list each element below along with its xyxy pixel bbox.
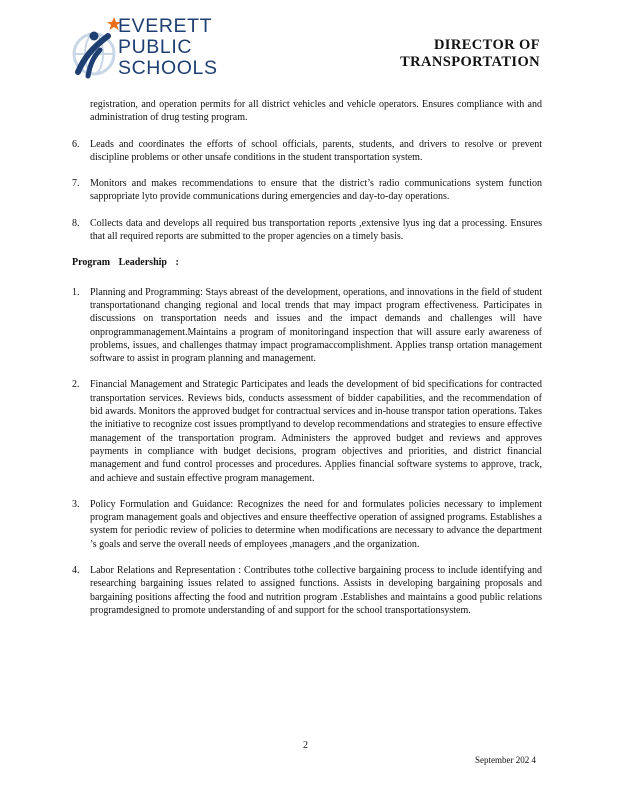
district-logo — [70, 12, 240, 86]
footer-date: September 202 4 — [475, 755, 536, 765]
duty-text: Leads and coordinates the efforts of school officials, parents, students, and drivers to resolve or prevent discipline problems or other unsafe conditions in the student transportation system. — [90, 138, 542, 163]
duty-number: 6. — [72, 138, 80, 150]
section-heading: Program Leadership : — [72, 257, 179, 269]
program-item — [72, 378, 542, 484]
page-number: 2 — [303, 740, 308, 751]
program-number: 4. — [72, 565, 80, 577]
logo-line-2: PUBLIC — [118, 36, 193, 58]
program-text: Policy Formulation and Guidance: Recognizes the need for and formulates policies necessary to implement program management goals and objectives and ensure theeffective operation of assigned programs. Establishes a system for periodic review of policies to determine when modifications are necessary to advance the department ’s goals and serve the overall needs of employees ,managers ,and the organization. — [90, 498, 542, 550]
duty-text: Monitors and makes recommendations to ensure that the district’s radio communications system function sappropriate lyto provide communications during emergencies and day-to-day operations. — [90, 178, 542, 203]
duty-item — [72, 177, 542, 204]
continued-paragraph: registration, and operation permits for all district vehicles and vehicle operators. Ensures compliance with and administration of drug testing program. — [90, 99, 542, 124]
title-line-1: DIRECTOR OF — [433, 37, 540, 53]
logo-text — [118, 16, 218, 79]
title-line-2: TRANSPORTATION — [400, 54, 540, 70]
globe-person-icon — [70, 14, 120, 86]
duty-item — [72, 138, 542, 165]
document-title — [400, 37, 540, 71]
program-text: Financial Management and Strategic Participates and leads the development of bid specifications for contracted transportation services. Reviews bids, conducts assessment of bidder capabilities, and the recommendation of bid awards. Monitors the approved budget for contractual services and in-house transpor tation operations. Takes the initiative to recognize cost issues promptlyand to develop recommendations and strategies to ensure effective management of the transportation program. Administers the approved budget and reviews and approves payments in compliance with budget decisions, program objectives and priorities, and district financial management and fund control processes and procedures. Applies financial software systems to approve, track, and achieve and sustain effective program management. — [90, 379, 542, 484]
duty-item — [72, 217, 542, 244]
program-item — [72, 498, 542, 551]
program-text: Labor Relations and Representation : Contributes tothe collective bargaining process to include identifying and researching bargaining issues related to assigned functions. Assists in developing bargaining proposals and bargaining positions affecting the food and nutrition program .Establishes and maintains a good public relations programdesigned to promote understanding of and support for the school transportationsystem. — [90, 565, 542, 616]
document-body — [72, 98, 542, 630]
program-item — [72, 564, 542, 617]
duty-text: Collects data and develops all required bus transportation reports ,extensive lyus ing dat a processing. Ensures that all required reports are submitted to the proper agencies on a timely basis. — [90, 217, 542, 243]
program-item — [72, 286, 542, 366]
program-number: 2. — [72, 379, 80, 391]
program-number: 3. — [72, 498, 80, 510]
program-number: 1. — [72, 286, 80, 298]
logo-line-3: SCHOOLS — [118, 57, 218, 79]
program-text: Planning and Programming: Stays abreast of the development, operations, and innovations in the field of student transportationand changing regional and local trends that may impact program effectiveness. Participates in discussions on transportation needs and issues and the impact demands and challenges will have onprogrammanagement.Maintains a program of monitoringand inspection that will assure early awareness of problems, issues, and challenges thatmay impact programaccomplishment. Applies transp ortation management software to assist in program planning and management. — [90, 286, 542, 365]
duty-number: 8. — [72, 217, 80, 229]
logo-line-1: EVERETT — [118, 15, 213, 37]
duty-number: 7. — [72, 178, 80, 190]
